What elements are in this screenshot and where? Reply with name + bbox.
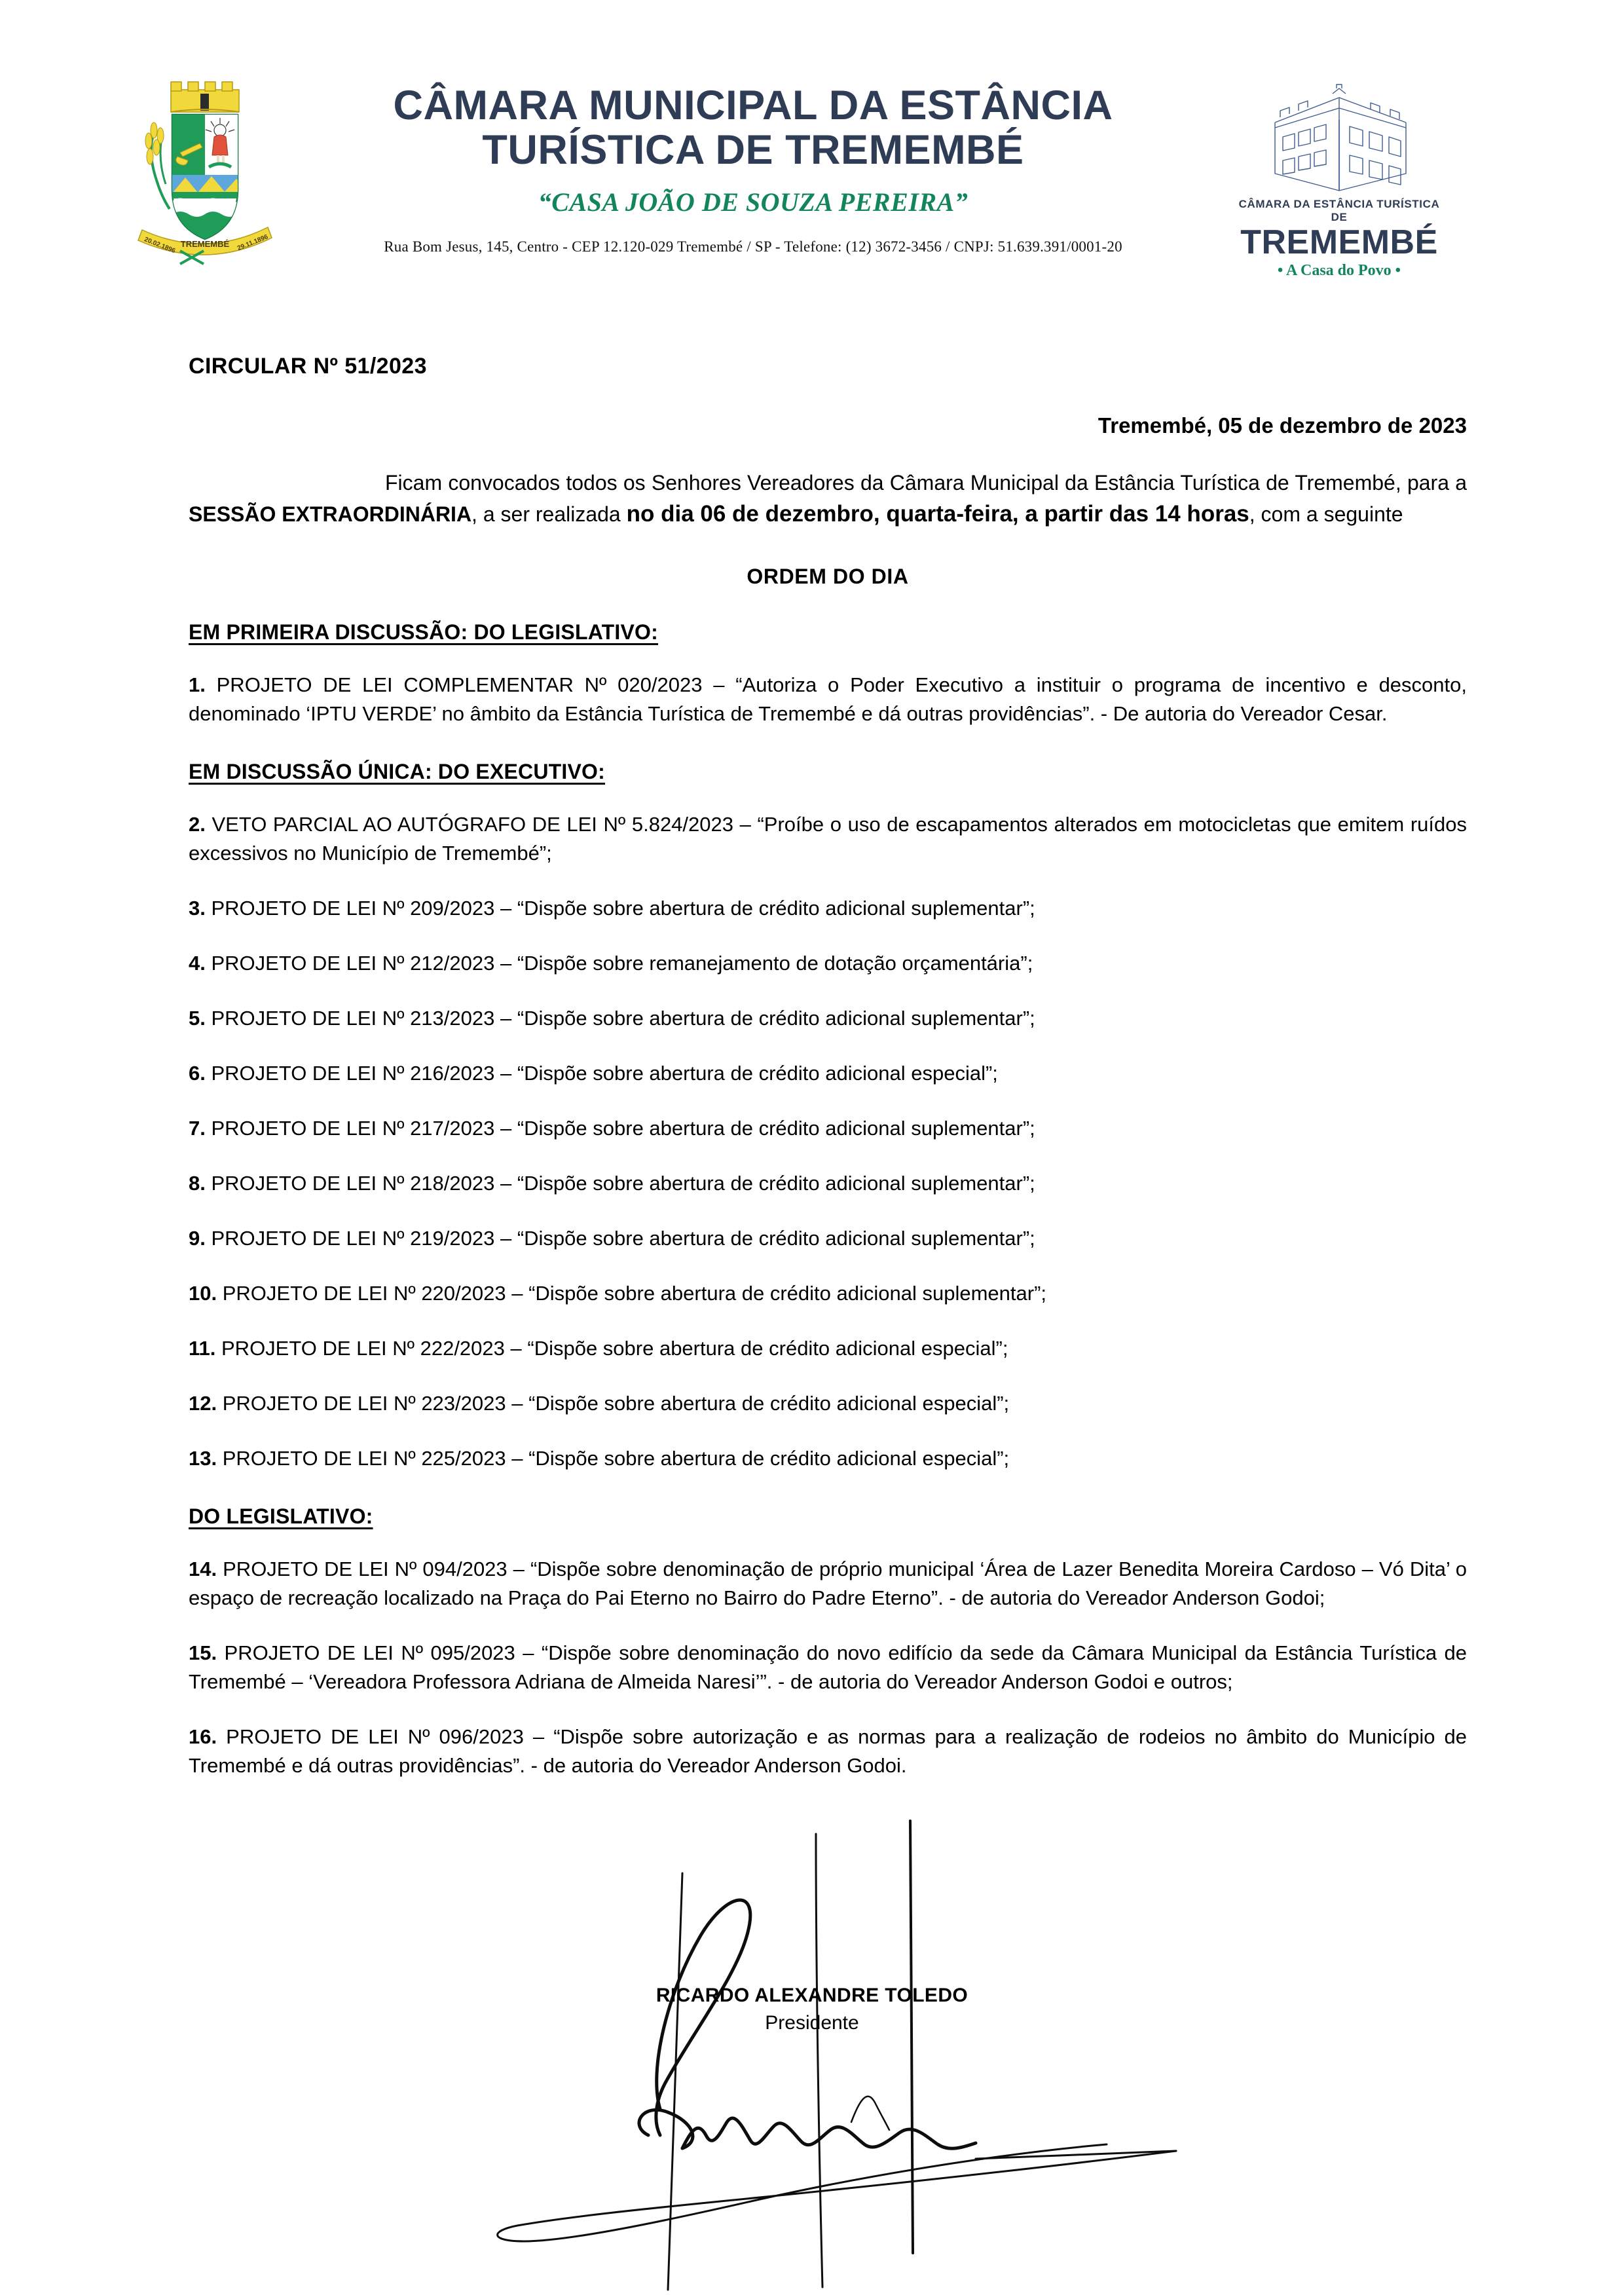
- agenda-item-number: 3.: [189, 897, 206, 920]
- agenda-item-text: PROJETO DE LEI Nº 212/2023 – “Dispõe sobre remanejamento de dotação orçamentária”;: [205, 952, 1033, 975]
- brand-line-1: CÂMARA DA ESTÂNCIA TURÍSTICA DE: [1238, 198, 1440, 223]
- agenda-item-text: PROJETO DE LEI Nº 216/2023 – “Dispõe sobre abertura de crédito adicional especial”;: [205, 1062, 998, 1085]
- building-illustration-icon: [1241, 82, 1437, 196]
- svg-text:20.02.1896: 20.02.1896: [143, 236, 177, 255]
- agenda-item: [189, 1279, 1467, 1308]
- agenda-item: [189, 1639, 1467, 1696]
- agenda-item: [189, 1059, 1467, 1088]
- signatory-name: RICARDO ALEXANDRE TOLEDO: [655, 1985, 969, 2006]
- org-title-line1: CÂMARA MUNICIPAL DA ESTÂNCIA: [393, 83, 1113, 128]
- agenda-item-number: 4.: [189, 952, 206, 975]
- agenda-item-text: PROJETO DE LEI Nº 095/2023 – “Dispõe sobre denominação do novo edifício da sede da Câmara Municipal da Estância Turística de Tremembé – ‘Vereadora Professora Adriana de Almeida Naresi’”. - de autoria do Vereador Anderson Godoi e outros;: [189, 1641, 1467, 1694]
- agenda-item: [189, 1555, 1467, 1613]
- agenda-item-text: PROJETO DE LEI Nº 223/2023 – “Dispõe sobre abertura de crédito adicional especial”;: [217, 1392, 1010, 1415]
- letterhead: [0, 69, 1624, 285]
- agenda-item-text: PROJETO DE LEI Nº 220/2023 – “Dispõe sobre abertura de crédito adicional suplementar”;: [217, 1282, 1047, 1305]
- agenda-item-number: 9.: [189, 1227, 206, 1250]
- agenda-item: [189, 894, 1467, 923]
- section-heading-do-legislativo: DO LEGISLATIVO:: [189, 1504, 373, 1529]
- document-body: [189, 354, 1467, 1780]
- agenda-item: [189, 949, 1467, 978]
- agenda-item: [189, 1114, 1467, 1143]
- agenda-item-text: PROJETO DE LEI Nº 213/2023 – “Dispõe sobre abertura de crédito adicional suplementar”;: [205, 1007, 1035, 1030]
- agenda-item: [189, 1389, 1467, 1418]
- org-motto: “CASA JOÃO DE SOUZA PEREIRA”: [538, 187, 969, 217]
- agenda-item-number: 7.: [189, 1117, 206, 1140]
- section-heading-primeira-discussao: EM PRIMEIRA DISCUSSÃO: DO LEGISLATIVO:: [189, 620, 658, 644]
- agenda-item-text: PROJETO DE LEI Nº 219/2023 – “Dispõe sobre abertura de crédito adicional suplementar”;: [205, 1227, 1035, 1250]
- agenda-item-number: 5.: [189, 1007, 206, 1030]
- agenda-item-text: PROJETO DE LEI Nº 222/2023 – “Dispõe sobre abertura de crédito adicional especial”;: [215, 1337, 1008, 1360]
- agenda-item-number: 6.: [189, 1062, 206, 1085]
- agenda-item-text: PROJETO DE LEI Nº 209/2023 – “Dispõe sobre abertura de crédito adicional suplementar”;: [205, 897, 1035, 920]
- agenda-item-number: 12.: [189, 1392, 217, 1415]
- agenda-item-number: 2.: [189, 813, 206, 836]
- convocation-part-2: , a ser realizada: [471, 502, 627, 527]
- agenda-item: [189, 1723, 1467, 1780]
- handwritten-signature: [452, 1795, 1238, 2292]
- agenda-item-number: 11.: [189, 1337, 216, 1360]
- brand-line-2: TREMEMBÉ: [1240, 223, 1438, 261]
- agenda-item-number: 15.: [189, 1641, 217, 1665]
- agenda-item-text: PROJETO DE LEI Nº 094/2023 – “Dispõe sobre denominação de próprio municipal ‘Área de Lazer Benedita Moreira Cardoso – Vó Dita’ o espaço de recreação localizado na Praça do Pai Eterno no Bairro do Padre Eterno”. - de autoria do Vereador Anderson Godoi;: [189, 1558, 1467, 1610]
- svg-text:TREMEMBÉ: TREMEMBÉ: [180, 239, 230, 249]
- agenda-item-number: 16.: [189, 1725, 217, 1749]
- tremembe-brand-logo: [1231, 82, 1447, 280]
- agenda-item-number: 14.: [189, 1558, 217, 1581]
- agenda-item-number: 10.: [189, 1282, 217, 1305]
- agenda-item-text: PROJETO DE LEI Nº 096/2023 – “Dispõe sobre autorização e as normas para a realização de rodeios no âmbito do Município de Tremembé e dá outras providências”. - de autoria do Vereador Anderson Godoi.: [189, 1725, 1467, 1778]
- agenda-item-text: PROJETO DE LEI COMPLEMENTAR Nº 020/2023 – “Autoriza o Poder Executivo a instituir o programa de incentivo e desconto, denominado ‘IPTU VERDE’ no âmbito da Estância Turística de Tremembé e dá outras providências”. - De autoria do Vereador Cesar.: [189, 673, 1467, 726]
- agenda-item-text: VETO PARCIAL AO AUTÓGRAFO DE LEI Nº 5.824/2023 – “Proíbe o uso de escapamentos alterados em motocicletas que emitem ruídos excessivos no Município de Tremembé”;: [189, 813, 1467, 865]
- agenda-item-number: 1.: [189, 673, 206, 697]
- agenda-item: [189, 1169, 1467, 1198]
- section-heading-discussao-unica: EM DISCUSSÃO ÚNICA: DO EXECUTIVO:: [189, 760, 605, 784]
- org-address: Rua Bom Jesus, 145, Centro - CEP 12.120-029 Tremembé / SP - Telefone: (12) 3672-3456 / CNPJ: 51.639.391/0001-20: [384, 238, 1122, 255]
- agenda-item-text: PROJETO DE LEI Nº 225/2023 – “Dispõe sobre abertura de crédito adicional especial”;: [217, 1447, 1010, 1470]
- session-type: SESSÃO EXTRAORDINÁRIA: [189, 502, 472, 527]
- document-date: Tremembé, 05 de dezembro de 2023: [1098, 413, 1467, 438]
- agenda-item-text: PROJETO DE LEI Nº 217/2023 – “Dispõe sobre abertura de crédito adicional suplementar”;: [205, 1117, 1035, 1140]
- svg-text:29.11.1896: 29.11.1896: [236, 233, 270, 253]
- agenda-item: [189, 671, 1467, 728]
- agenda-item: [189, 1334, 1467, 1363]
- agenda-item-number: 13.: [189, 1447, 217, 1470]
- agenda-item: [189, 1224, 1467, 1253]
- convocation-paragraph: [189, 468, 1467, 531]
- circular-number: CIRCULAR Nº 51/2023: [189, 354, 427, 379]
- convocation-part-1: Ficam convocados todos os Senhores Vereadores da Câmara Municipal da Estância Turística de Tremembé, para a: [385, 471, 1467, 494]
- agenda-item: [189, 810, 1467, 868]
- agenda-item-number: 8.: [189, 1172, 206, 1195]
- organization-header: [308, 83, 1198, 255]
- org-title-line2: TURÍSTICA DE TREMEMBÉ: [482, 127, 1024, 174]
- signature-block: [0, 1985, 1624, 2034]
- session-datetime: no dia 06 de dezembro, quarta-feira, a partir das 14 horas: [626, 501, 1249, 527]
- coat-of-arms-icon: [134, 75, 275, 265]
- agenda-title: ORDEM DO DIA: [747, 565, 909, 589]
- convocation-part-3: , com a seguinte: [1249, 502, 1403, 527]
- brand-line-3: • A Casa do Povo •: [1277, 262, 1401, 279]
- agenda-item: [189, 1444, 1467, 1473]
- signatory-role: Presidente: [765, 2012, 859, 2034]
- agenda-item-text: PROJETO DE LEI Nº 218/2023 – “Dispõe sobre abertura de crédito adicional suplementar”;: [205, 1172, 1035, 1195]
- agenda-item: [189, 1004, 1467, 1033]
